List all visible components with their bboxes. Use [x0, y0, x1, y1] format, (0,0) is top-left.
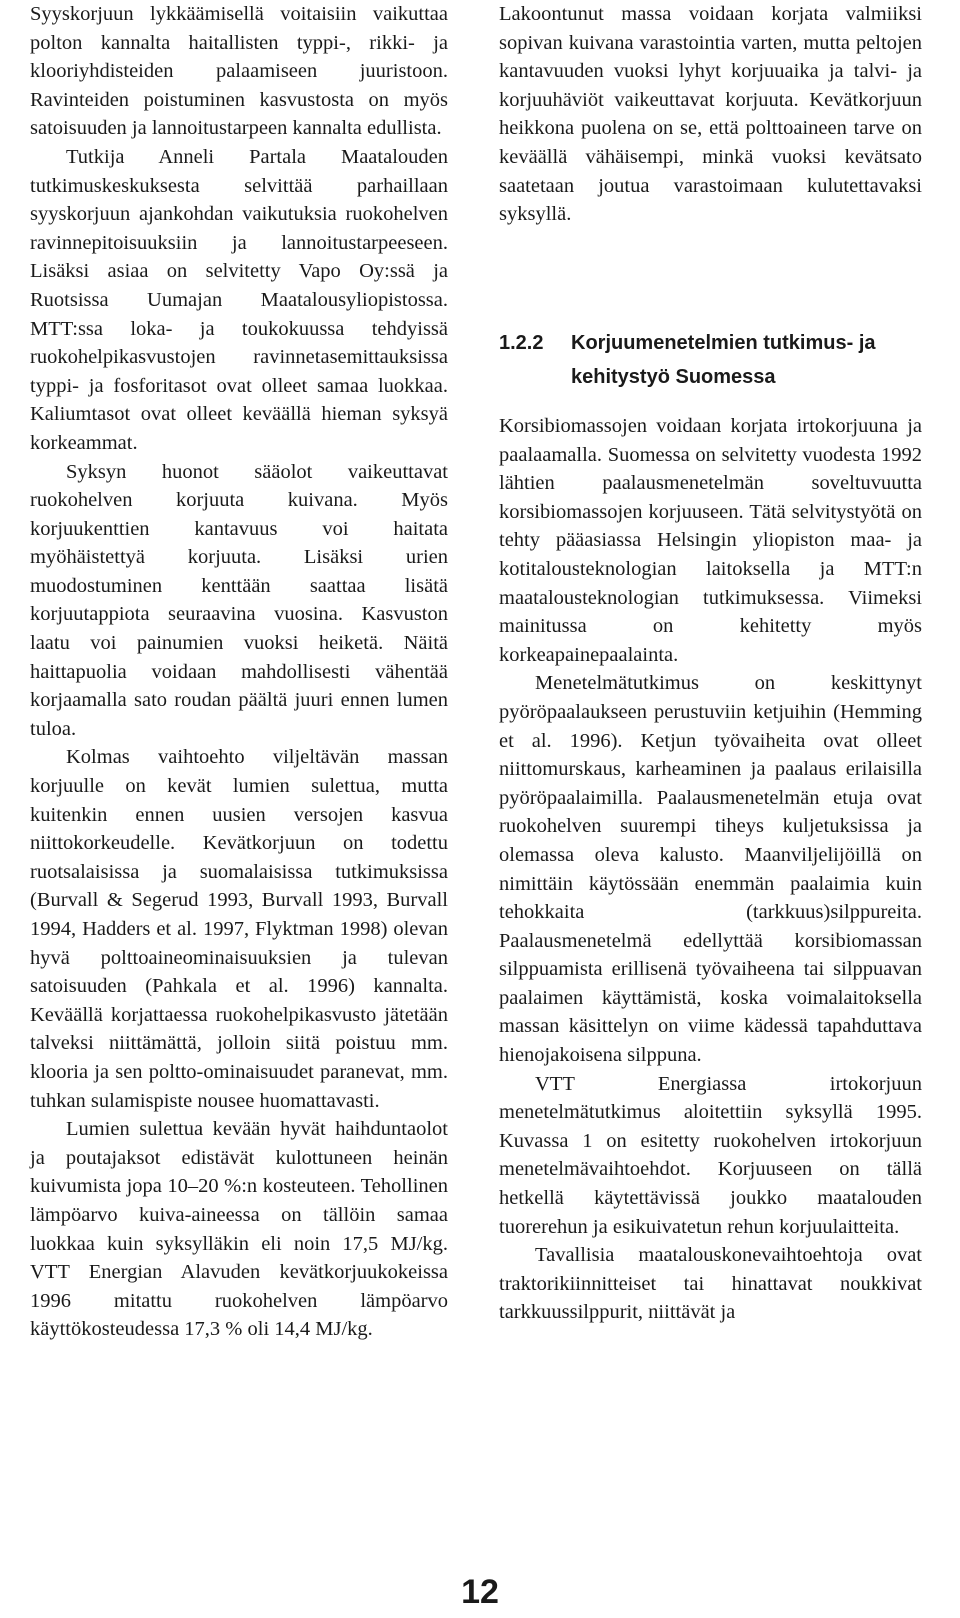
left-paragraph-5: Lumien sulettua kevään hyvät haihduntaolot ja poutajaksot edistävät kulottuneen heinän kuivumista jopa 10–20 %:n kosteuteen. Tehollinen lämpöarvo kuiva-aineessa on tällöin samaa luokkaa kuin syksylläkin eli noin 17,5 MJ/kg. VTT Energian Alavuden kevätkorjuukokeissa 1996 mitattu ruokohelven lämpöarvo käyttökosteudessa 17,3 % oli 14,4 MJ/kg. [30, 1118, 448, 1341]
right-paragraph-1: Korsibiomassojen voidaan korjata irtokorjuuna ja paalaamalla. Suomessa on selvitetty vuodesta 1992 lähtien paalausmenetelmän soveltuvuutta korsibiomassojen korjuuseen. Tätä selvitystyötä on tehty pääasiassa Helsingin yliopiston maa- ja kotitalousteknologian laitoksella ja MTT:n maatalousteknologian tutkimuksessa. Viimeksi mainitussa on kehitetty myös korkeapainepaalainta. [499, 415, 922, 666]
left-paragraph-3: Syksyn huonot sääolot vaikeuttavat ruokohelven korjuuta kuivana. Myös korjuukenttien kantavuus voi haitata myöhäistettyä korjuuta. Lisäksi urien muodostuminen kenttään saattaa lisätä korjuutappiota seuraavina vuosina. Kasvuston laatu voi painumien vuoksi heiketä. Näitä haittapuolia voidaan mahdollisesti vähentää korjaamalla sato roudan päältä juuri ennen lumen tuloa. [30, 460, 448, 740]
left-paragraph-2: Tutkija Anneli Partala Maatalouden tutkimuskeskuksesta selvittää parhaillaan syyskorjuun ajankohdan vaikutuksia ruokohelven ravinnepitoisuuksiin ja lannoitustarpeeseen. Lisäksi asiaa on selvitetty Vapo Oy:ssä ja Ruotsissa Uumajan Maatalousyliopistossa. MTT:ssa loka- ja toukokuussa tehdyissä ruokohelpikasvustojen ravinnetasemittauksissa typpi- ja fosforitasot ovat olleet samaa luokkaa. Kaliumtasot ovat olleet keväällä hieman syksyä korkeammat. [30, 145, 448, 454]
page-number: 12 [461, 1573, 499, 1611]
right-paragraph-4: Tavallisia maatalouskonevaihtoehtoja ovat traktorikiinnitteiset tai hinattavat noukkivat tarkkuussilppurit, niittävät ja [499, 1244, 922, 1324]
right-column-body [499, 412, 922, 1327]
left-column [30, 0, 448, 1344]
right-column-intro [499, 0, 922, 229]
right-paragraph-2: Menetelmätutkimus on keskittynyt pyöröpaalaukseen perustuviin ketjuihin (Hemming et al. 1996). Ketjun työvaiheita ovat olleet niittomurskaus, karheaminen ja paalaus erilaisilla pyöröpaalaimilla. Paalausmenetelmän etuja ovat ruokohelven suurempi tiheys kuljetuksissa ja olemassa oleva kalusto. Maanviljelijöillä on nimittäin käytössään enemmän paalaimia kuin tehokkaita (tarkkuus)silppureita. Paalausmenetelmä edellyttää korsibiomassan silppuamista erillisenä työvaiheena tai silppuavan paalaimen käyttämistä, koska voimalaitoksella massan käsittelyn on viime kädessä tapahduttava hienojakoisena silppuna. [499, 672, 922, 1067]
left-paragraph-4: Kolmas vaihtoehto viljeltävän massan korjuulle on kevät lumien sulettua, mutta kuitenkin ennen uusien versojen kasvua niittokorkeudelle. Kevätkorjuun on todettu ruotsalaisissa ja suomalaisissa tutkimuksissa (Burvall & Segerud 1993, Burvall 1993, Burvall 1994, Hadders et al. 1997, Flyktman 1998) olevan hyvä polttoaineominaisuuksien ja tulevan satoisuuden (Pahkala et al. 1996) kannalta. Keväällä korjattaessa ruokohelpikasvusto jätetään talveksi niittämättä, jolloin siitä poistuu mm. klooria ja sen poltto-ominaisuudet paranevat, mm. tuhkan sulamispiste nousee huomattavasti. [30, 746, 448, 1112]
right-paragraph-3: VTT Energiassa irtokorjuun menetelmätutkimus aloitettiin syksyllä 1995. Kuvassa 1 on esitetty ruokohelven irtokorjuun menetelmävaihtoehdot. Korjuuseen on tällä hetkellä käytettävissä joukko maatalouden tuorerehun ja esikuivatetun rehun korjuulaitteita. [499, 1072, 922, 1238]
section-number: 1.2.2 [499, 332, 544, 354]
section-title: Korjuumenetelmien tutkimus- ja kehitystyö Suomessa [571, 332, 876, 388]
left-paragraph-1: Syyskorjuun lykkäämisellä voitaisiin vaikuttaa polton kannalta haitallisten typpi-, rikki- ja klooriyhdisteiden palaamiseen juuristoon. Ravinteiden poistuminen kasvustosta on myös satoisuuden ja lannoitustarpeen kannalta edullista. [30, 3, 448, 140]
section-heading [499, 326, 922, 394]
right-intro-paragraph: Lakoontunut massa voidaan korjata valmiiksi sopivan kuivana varastointia varten, mutta peltojen kantavuuden vuoksi lyhyt korjuuaika ja talvi- ja korjuuhäviöt vaikeuttavat korjuuta. Kevätkorjuun heikkona puolena on se, että polttoaineen tarve on keväällä vähäisempi, minkä vuoksi kevätsato saatetaan joutua varastoimaan kulutettavaksi syksyllä. [499, 3, 922, 226]
